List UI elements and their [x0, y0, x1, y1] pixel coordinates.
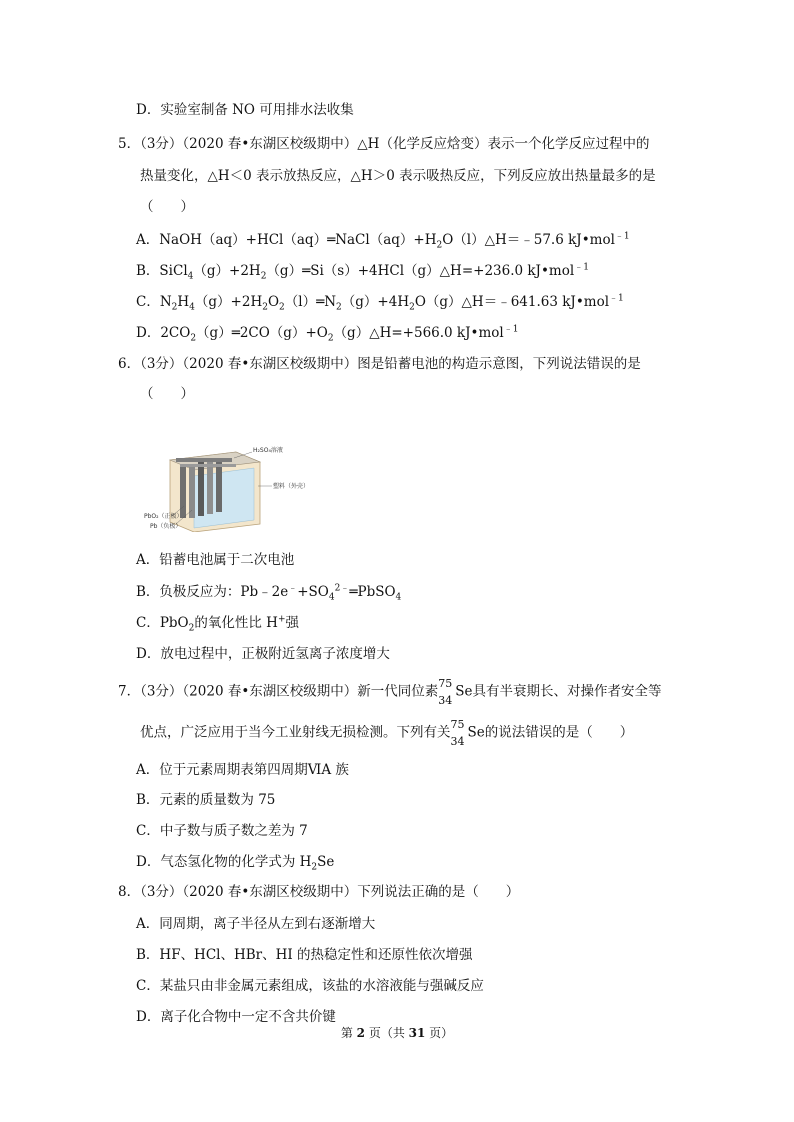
- q5-option-b: B．$SiCl_4(g)+2H_2(g)═Si(s)+4HCl(g)\triangle H=+236.0$ kJ•mol$^{﹣1}$: [136, 262, 589, 282]
- q7-option-b: B．元素的质量数为 75: [136, 792, 276, 808]
- q5-paren: （ ）: [140, 199, 194, 215]
- q5-stem-line1: 5．（3分）（2020 春•东湖区校级期中）△H（化学反应焓变）表示一个化学反应过程中的: [118, 136, 650, 152]
- page-total: 31: [408, 1026, 426, 1040]
- page-number: 2: [356, 1026, 365, 1040]
- lead-acid-battery-diagram: [140, 446, 340, 532]
- q7-stem-line1: 7．（3分）（2020 春•东湖区校级期中）新一代同位素 75 34 Se具有半衰期长、对操作者安全等: [118, 677, 662, 707]
- q5-option-d: D．$2CO_2(g)═2CO(g)+O_2(g)\triangle H=+566.0$ kJ•mol$^{﹣1}$: [136, 324, 519, 344]
- q6-paren: （ ）: [140, 386, 194, 402]
- q6-option-c: C．PbO$_2$的氧化性比 H+强: [136, 614, 299, 634]
- q6-option-d: D．放电过程中，正极附近氢离子浓度增大: [136, 646, 390, 662]
- q6-option-b: B．负极反应为：$Pb﹣2e^﹣+SO_4^{2﹣}═PbSO_4$: [136, 583, 402, 603]
- q7-option-d: D．气态氢化物的化学式为 $H_2Se$: [136, 854, 335, 873]
- q7-option-a: A．位于元素周期表第四周期ⅥA 族: [136, 762, 349, 778]
- q6-stem-line1: 6．（3分）（2020 春•东湖区校级期中）图是铅蓄电池的构造示意图，下列说法错误的是: [118, 356, 641, 372]
- q8-stem-line1: 8．（3分）（2020 春•东湖区校级期中）下列说法正确的是（ ）: [118, 884, 520, 900]
- label-pbo2: PbO₂（正极）: [144, 513, 183, 520]
- q5-option-c: C．$N_2H_4(g)+2H_2O_2(l)═N_2(g)+4H_2O(g)\triangle H=﹣641.63$ kJ•mol$^{﹣1}$: [136, 293, 624, 313]
- q5-option-a: A．$NaOH(aq)+HCl(aq)═NaCl(aq)+H_2O(l)\triangle H=﹣57.6$ kJ•mol$^{﹣1}$: [136, 231, 630, 251]
- q4-option-d: D．实验室制备 NO 可用排水法收集: [136, 102, 354, 118]
- q8-option-d: D．离子化合物中一定不含共价键: [136, 1009, 336, 1025]
- q7-stem-line2: 优点，广泛应用于当今工业射线无损检测。下列有关 75 34 Se的说法错误的是（ ）: [140, 718, 634, 748]
- q8-option-a: A．同周期，离子半径从左到右逐渐增大: [136, 916, 376, 932]
- q8-option-b: B．HF、HCl、HBr、HI 的热稳定性和还原性依次增强: [136, 947, 473, 963]
- label-h2so4: H₂SO₄溶液: [253, 447, 283, 454]
- isotope-notation: 75 34: [438, 677, 453, 707]
- label-plastic-shell: 塑料（外壳）: [273, 483, 310, 490]
- q6-option-a: A．铅蓄电池属于二次电池: [136, 552, 295, 568]
- q7-option-c: C．中子数与质子数之差为 7: [136, 823, 308, 839]
- page-footer: 第 2 页（共 31 页）: [340, 1026, 454, 1040]
- isotope-notation: 75 34: [450, 718, 465, 748]
- q5-stem-line2: 热量变化，△H＜0 表示放热反应，△H＞0 表示吸热反应，下列反应放出热量最多的是: [140, 168, 656, 184]
- label-pb: Pb（负极）: [150, 523, 182, 530]
- q8-option-c: C．某盐只由非金属元素组成，该盐的水溶液能与强碱反应: [136, 978, 484, 994]
